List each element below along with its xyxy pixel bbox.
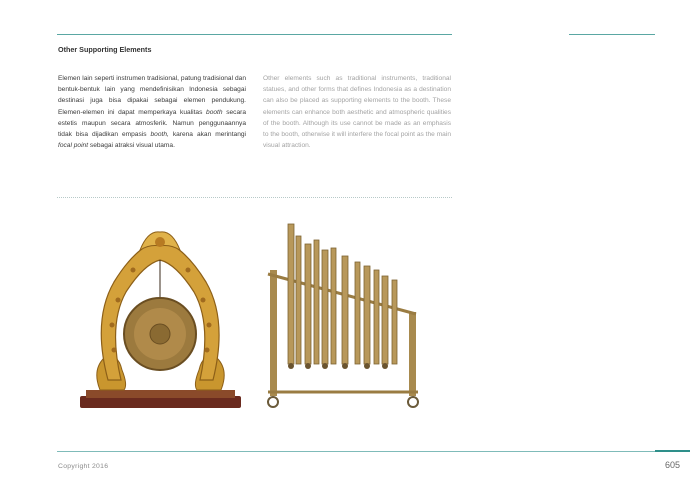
- paragraph-id-part-3: karena akan merintangi: [168, 131, 247, 139]
- bottom-rule-accent: [655, 450, 690, 452]
- bottom-rule: [57, 451, 655, 452]
- paragraph-id-part-2: secara estetis maupun secara atmosferik. Namun penggunaannya tidak bisa dijadikan empasis: [58, 108, 246, 139]
- top-rule-right: [569, 34, 655, 35]
- paragraph-id-emphasis-2: booth,: [150, 131, 169, 139]
- dotted-divider: [57, 197, 452, 198]
- angklung-image: [258, 222, 428, 412]
- paragraph-indonesian: [58, 73, 246, 151]
- paragraph-id-part-1: Elemen lain seperti instrumen tradisional, patung tradisional dan bentuk-bentuk lain yang mendefinisikan Indonesia sebagai destinasi juga bisa dipakai sebagai elemen pendukung. Elemen-elemen ini dapat memperkaya kualitas: [58, 75, 246, 116]
- paragraph-id-emphasis-3: focal point: [58, 142, 89, 150]
- gong-image: [78, 230, 243, 412]
- section-title: Other Supporting Elements: [58, 45, 152, 54]
- top-rule-left: [57, 34, 452, 35]
- copyright-text: Copyright 2016: [58, 463, 109, 470]
- paragraph-id-emphasis-1: booth: [206, 108, 223, 116]
- paragraph-english: Other elements such as traditional instruments, traditional statues, and other forms that defines Indonesia as a destination can also be placed as supporting elements to the booth. These elements can enhance both aesthetic and atmospheric qualities of the booth. Although its use cannot be made as an emphasis to the booth, otherwise it will interfere the focal point as the main visual attraction.: [263, 75, 451, 150]
- paragraph-id-part-4: sebagai atraksi visual utama.: [88, 142, 175, 150]
- page-number: 605: [664, 460, 680, 470]
